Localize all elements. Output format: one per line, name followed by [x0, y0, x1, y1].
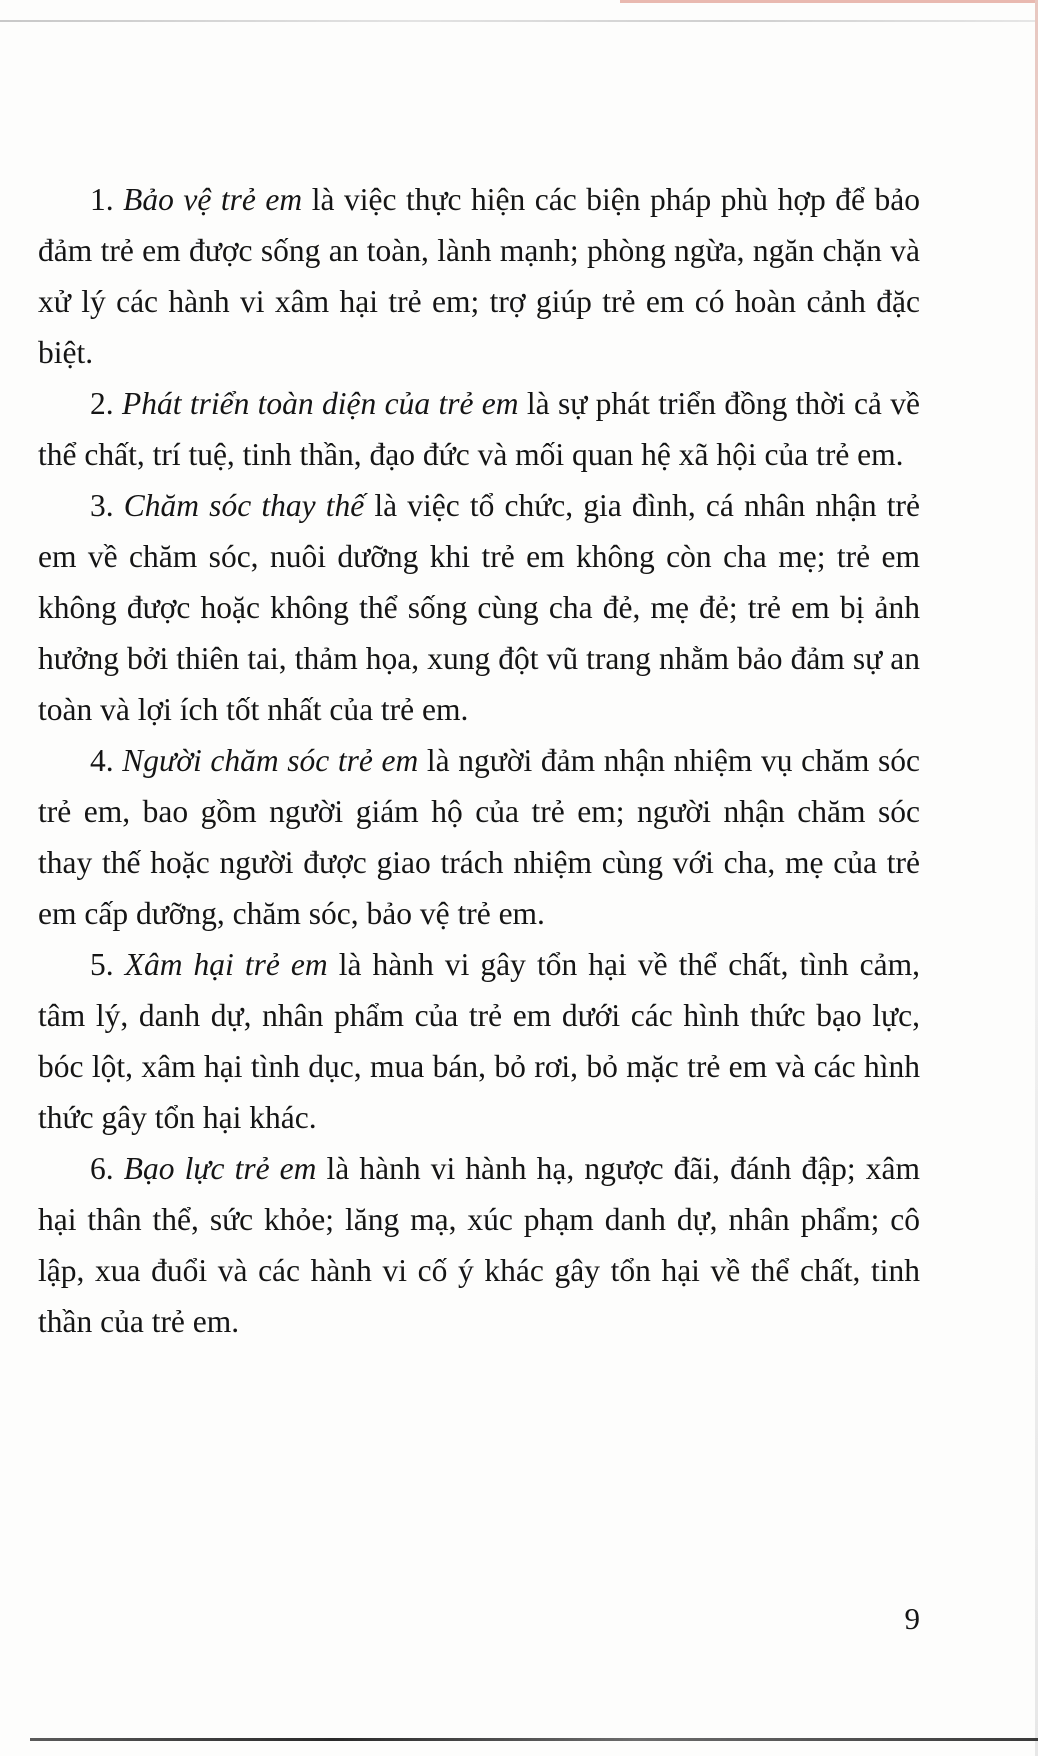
article-body — [38, 174, 920, 1347]
definition-text: là việc tổ chức, gia đình, cá nhân nhận trẻ em về chăm sóc, nuôi dưỡng khi trẻ em không còn cha mẹ; trẻ em không được hoặc không thể sống cùng cha đẻ, mẹ đẻ; trẻ em bị ảnh hưởng bởi thiên tai, thảm họa, xung đột vũ trang nhằm bảo đảm sự an toàn và lợi ích tốt nhất của trẻ em. — [38, 488, 921, 727]
defined-term: Phát triển toàn diện của trẻ em — [121, 386, 519, 421]
defined-term: Bảo vệ trẻ em — [123, 182, 303, 217]
item-number: 3. — [90, 488, 114, 523]
definition-text: là hành vi hành hạ, ngược đãi, đánh đập; xâm hại thân thể, sức khỏe; lăng mạ, xúc phạm danh dự, nhân phẩm; cô lập, xua đuổi và các hành vi cố ý khác gây tổn hại về thể chất, tinh thần của trẻ em. — [38, 1151, 921, 1339]
defined-term: Người chăm sóc trẻ em — [122, 743, 419, 778]
defined-term: Chăm sóc thay thế — [123, 488, 365, 523]
item-number: 5. — [90, 947, 114, 982]
defined-term: Xâm hại trẻ em — [124, 947, 328, 982]
definition-text: là người đảm nhận nhiệm vụ chăm sóc trẻ em, bao gồm người giám hộ của trẻ em; người nhận chăm sóc thay thế hoặc người được giao trách nhiệm cùng với cha, mẹ của trẻ em cấp dưỡng, chăm sóc, bảo vệ trẻ em. — [38, 743, 920, 931]
page-top-edge-tint — [620, 0, 1038, 3]
definition-paragraph-6 — [38, 1143, 920, 1347]
item-number: 4. — [90, 743, 114, 778]
item-number: 6. — [90, 1151, 114, 1186]
page-number: 9 — [904, 1601, 920, 1636]
definition-text: là hành vi gây tổn hại về thể chất, tình cảm, tâm lý, danh dự, nhân phẩm của trẻ em dưới các hình thức bạo lực, bóc lột, xâm hại tình dục, mua bán, bỏ rơi, bỏ mặc trẻ em và các hình thức gây tổn hại khác. — [38, 947, 921, 1135]
defined-term: Bạo lực trẻ em — [123, 1151, 317, 1186]
definition-text: là việc thực hiện các biện pháp phù hợp để bảo đảm trẻ em được sống an toàn, lành mạnh; phòng ngừa, ngăn chặn và xử lý các hành vi xâm hại trẻ em; trợ giúp trẻ em có hoàn cảnh đặc biệt. — [38, 182, 920, 370]
definition-paragraph-4 — [38, 735, 920, 939]
definition-paragraph-3 — [38, 480, 920, 735]
item-number: 1. — [90, 182, 114, 217]
definition-paragraph-5 — [38, 939, 920, 1143]
page-top-edge — [0, 20, 1038, 22]
definition-paragraph-1 — [38, 174, 920, 378]
page-bottom-edge — [30, 1738, 1038, 1741]
definition-paragraph-2 — [38, 378, 920, 480]
item-number: 2. — [90, 386, 114, 421]
definition-text: là sự phát triển đồng thời cả về thể chất, trí tuệ, tinh thần, đạo đức và mối quan hệ xã hội của trẻ em. — [38, 386, 920, 472]
